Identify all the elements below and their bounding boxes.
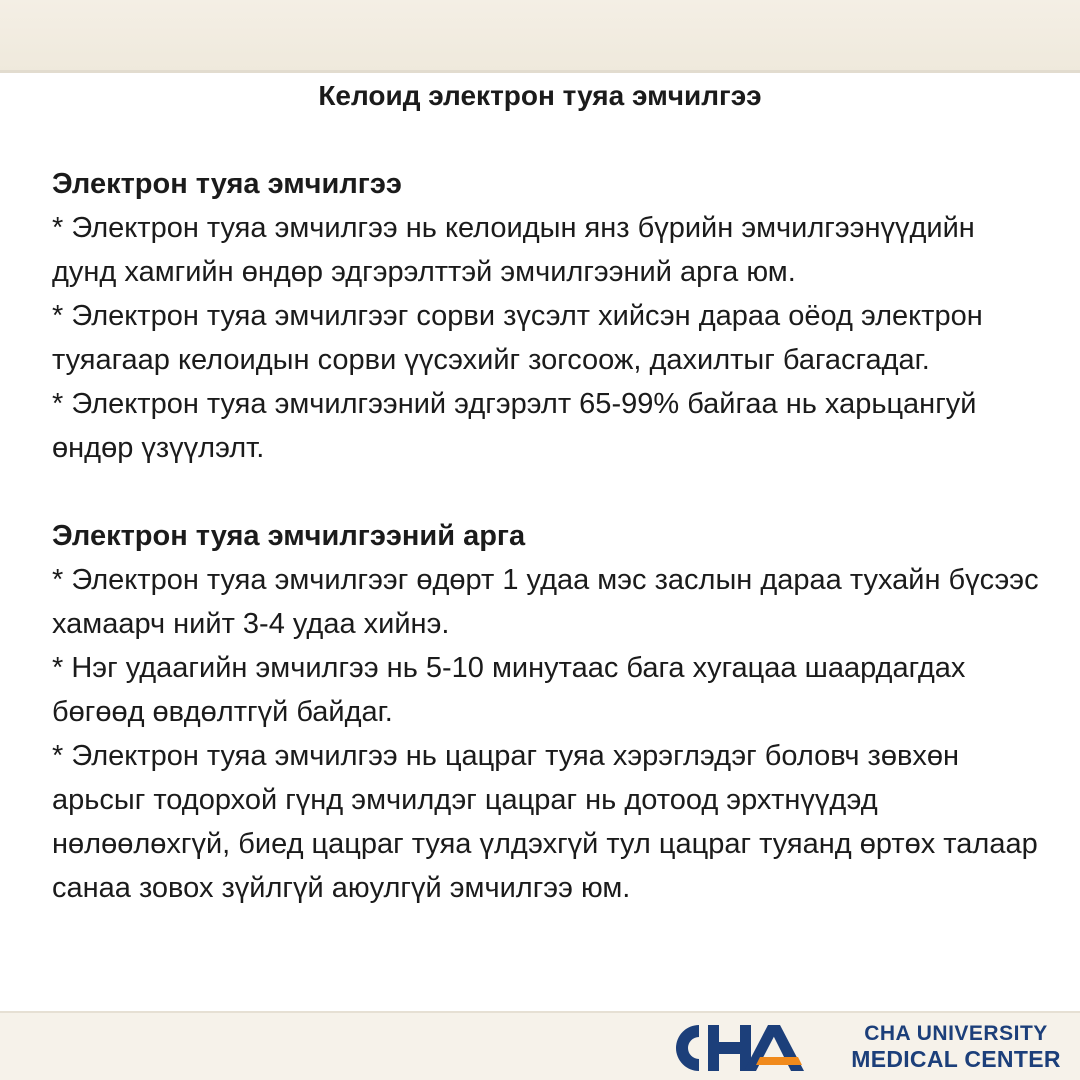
document-body	[52, 162, 1042, 910]
logo-line-university: CHA UNIVERSITY	[864, 1022, 1048, 1045]
logo-text	[846, 1022, 1066, 1072]
cha-logo-mark-icon	[676, 1025, 818, 1071]
section-electron-therapy	[52, 162, 1042, 470]
bullet-paragraph: * Электрон туяа эмчилгээг сорви зүсэлт хийсэн дараа оёод электрон туяагаар келоидын сорви үүсэхийг зогсоож, дахилтыг багасгадаг.	[52, 300, 983, 376]
logo-line-medical-center: MEDICAL CENTER	[851, 1046, 1061, 1072]
section-spacer	[52, 470, 1042, 514]
cha-logo	[676, 1022, 1066, 1074]
top-background-strip	[0, 0, 1080, 72]
bullet-paragraph: * Электрон туяа эмчилгээ нь цацраг туяа хэрэглэдэг боловч зөвхөн арьсыг тодорхой гүнд эмчилдэг цацраг нь дотоод эрхтнүүдэд нөлөөлөхгүй, биед цацраг туяа үлдэхгүй тул цацраг туяанд өртөх талаар санаа зовох зүйлгүй аюулгүй эмчилгээ юм.	[52, 740, 1038, 904]
bullet-paragraph: * Электрон туяа эмчилгээ нь келоидын янз бүрийн эмчилгээнүүдийн дунд хамгийн өндөр эдгэрэлттэй эмчилгээний арга юм.	[52, 212, 975, 288]
section-heading: Электрон туяа эмчилгээний арга	[52, 520, 526, 552]
section-therapy-method	[52, 514, 1042, 910]
section-heading: Электрон туяа эмчилгээ	[52, 168, 402, 200]
bullet-paragraph: * Нэг удаагийн эмчилгээ нь 5-10 минутаас бага хугацаа шаардагдах бөгөөд өвдөлтгүй байдаг.	[52, 652, 966, 728]
bullet-paragraph: * Электрон туяа эмчилгээний эдгэрэлт 65-99% байгаа нь харьцангуй өндөр үзүүлэлт.	[52, 388, 977, 464]
document-title: Келоид электрон туяа эмчилгээ	[318, 80, 762, 111]
bullet-paragraph: * Электрон туяа эмчилгээг өдөрт 1 удаа мэс заслын дараа тухайн бүсээс хамаарч нийт 3-4 удаа хийнэ.	[52, 564, 1039, 640]
